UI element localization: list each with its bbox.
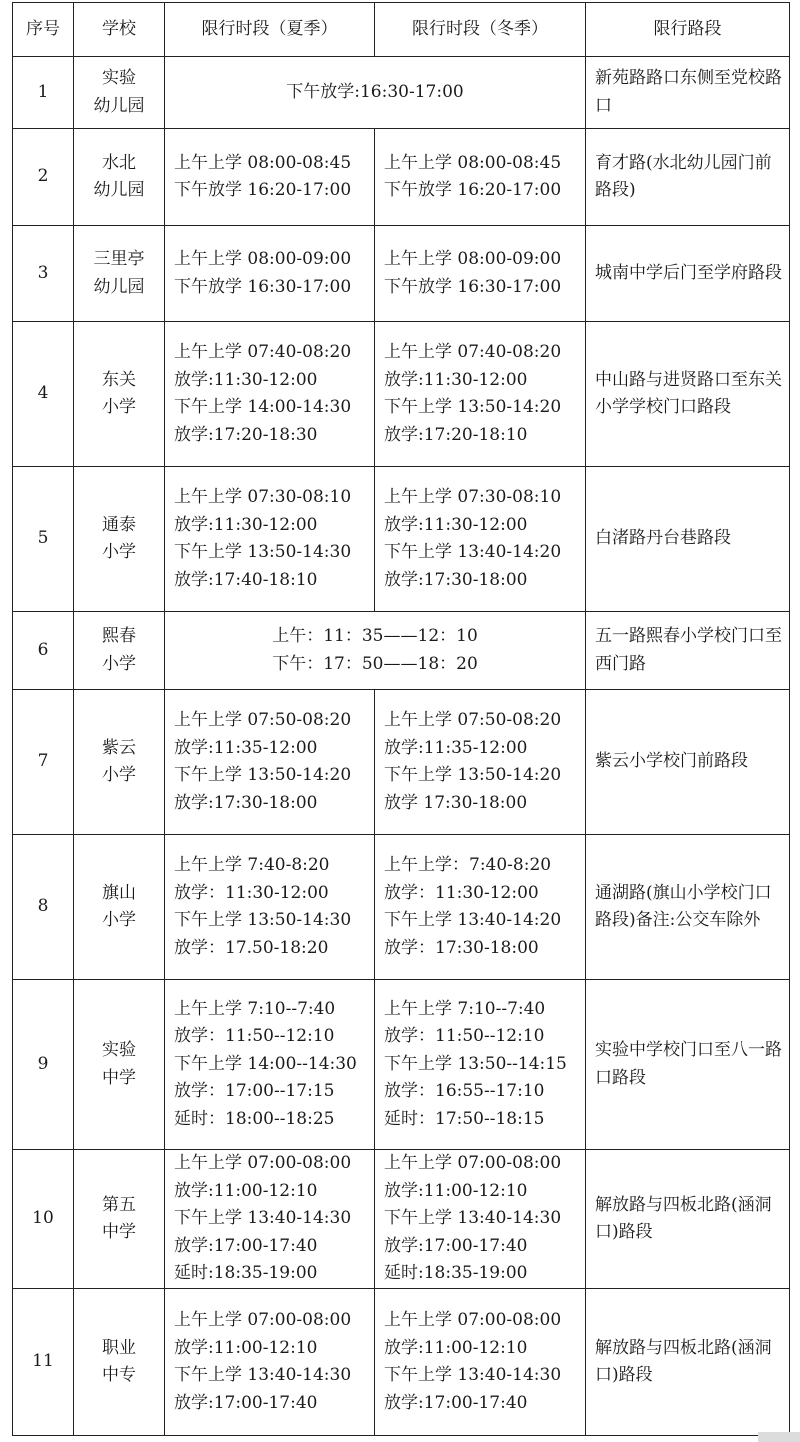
winter-time-line: 下午上学 13:40-14:30 — [384, 1365, 562, 1385]
merged-time — [165, 57, 586, 129]
restricted-road: 通湖路(旗山小学校门口路段)备注:公交车除外 — [586, 835, 790, 980]
summer-time-line: 下午上学 13:50-14:30 — [174, 910, 352, 930]
header-school: 学校 — [74, 3, 165, 57]
summer-time-line: 放学:11:30-12:00 — [174, 369, 318, 390]
summer-time-line: 放学:11:35-12:00 — [174, 737, 318, 758]
restricted-road: 城南中学后门至学府路段 — [586, 226, 790, 322]
winter-time-line: 放学：17:30-18:00 — [384, 937, 539, 958]
winter-time — [375, 835, 586, 980]
summer-time-line: 下午上学 14:00--14:30 — [174, 1053, 357, 1074]
school-name-line: 第五 — [102, 1194, 136, 1215]
summer-time-line: 放学:17:00-17:40 — [174, 1235, 318, 1256]
row-number: 5 — [13, 467, 74, 612]
winter-time — [375, 690, 586, 835]
restricted-road: 解放路与四板北路(涵洞口)路段 — [586, 1289, 790, 1436]
summer-time-line: 上午上学 07:00-08:00 — [174, 1153, 352, 1174]
school-name-line: 幼儿园 — [93, 95, 145, 116]
winter-time-line: 下午上学 13:50-14:20 — [384, 765, 562, 785]
summer-time — [165, 1150, 375, 1289]
winter-time-line: 上午上学 07:30-08:10 — [384, 487, 562, 507]
summer-time-line: 上午上学 08:00-09:00 — [174, 249, 352, 269]
winter-time-line: 放学:11:30-12:00 — [384, 514, 528, 535]
header-seq: 序号 — [13, 3, 74, 57]
summer-time — [165, 1289, 375, 1436]
winter-time-line: 上午上学 07:00-08:00 — [384, 1310, 562, 1330]
table-row — [13, 835, 790, 980]
summer-time-line: 上午上学 7:10--7:40 — [174, 998, 336, 1019]
table-row — [13, 612, 790, 690]
row-number: 2 — [13, 129, 74, 226]
summer-time-line: 延时：18:00--18:25 — [174, 1108, 335, 1129]
summer-time — [165, 467, 375, 612]
school-name — [74, 226, 165, 322]
winter-time-line: 上午上学 07:00-08:00 — [384, 1153, 562, 1174]
winter-time-line: 上午上学：7:40-8:20 — [384, 855, 552, 875]
winter-time-line: 放学:11:00-12:10 — [384, 1337, 528, 1358]
restricted-road: 实验中学校门口至八一路口路段 — [586, 980, 790, 1150]
table-row — [13, 129, 790, 226]
summer-time-line: 放学:17:00-17:40 — [174, 1392, 318, 1413]
summer-time-line: 上午上学 07:50-08:20 — [174, 710, 352, 730]
school-name — [74, 1150, 165, 1289]
table-row — [13, 57, 790, 129]
school-name-line: 职业 — [102, 1337, 136, 1358]
summer-time-line: 放学：17.50-18:20 — [174, 937, 329, 958]
winter-time — [375, 226, 586, 322]
school-name-line: 幼儿园 — [93, 180, 145, 200]
row-number: 3 — [13, 226, 74, 322]
school-name — [74, 1289, 165, 1436]
row-number: 8 — [13, 835, 74, 980]
school-name-line: 实验 — [102, 1040, 136, 1060]
summer-time — [165, 690, 375, 835]
winter-time-line: 上午上学 08:00-08:45 — [384, 152, 562, 173]
winter-time-line: 下午上学 13:40-14:20 — [384, 910, 562, 930]
winter-time-line: 下午放学 16:20-17:00 — [384, 180, 562, 200]
restricted-road: 白渚路丹台巷路段 — [586, 467, 790, 612]
school-name — [74, 57, 165, 129]
school-name-line: 熙春 — [102, 626, 136, 646]
summer-time-line: 下午上学 14:00-14:30 — [174, 397, 352, 417]
summer-time-line: 下午上学 13:50-14:30 — [174, 542, 352, 562]
winter-time-line: 下午放学 16:30-17:00 — [384, 276, 562, 297]
row-number: 9 — [13, 980, 74, 1150]
table-row — [13, 322, 790, 467]
merged-time — [165, 612, 586, 690]
winter-time — [375, 1289, 586, 1436]
winter-time-line: 放学:11:30-12:00 — [384, 369, 528, 390]
summer-time-line: 放学:17:40-18:10 — [174, 569, 318, 590]
corner-mark — [758, 1432, 800, 1442]
summer-time — [165, 129, 375, 226]
school-name — [74, 322, 165, 467]
header-winter: 限行时段（冬季） — [375, 3, 586, 57]
summer-time-line: 放学:11:00-12:10 — [174, 1180, 318, 1201]
winter-time — [375, 467, 586, 612]
winter-time — [375, 980, 586, 1150]
merged-time-line: 下午：17：50——18：20 — [272, 653, 478, 674]
restricted-road: 紫云小学校门前路段 — [586, 690, 790, 835]
winter-time-line: 放学:17:00-17:40 — [384, 1392, 528, 1413]
summer-time-line: 放学：17:00--17:15 — [174, 1081, 335, 1102]
school-name — [74, 129, 165, 226]
winter-time — [375, 129, 586, 226]
winter-time-line: 放学:11:00-12:10 — [384, 1180, 528, 1201]
restricted-road: 五一路熙春小学校门口至西门路 — [586, 612, 790, 690]
summer-time-line: 放学:17:20-18:30 — [174, 424, 318, 445]
row-number: 6 — [13, 612, 74, 690]
winter-time — [375, 1150, 586, 1289]
winter-time-line: 上午上学 7:10--7:40 — [384, 998, 546, 1019]
school-name-line: 小学 — [102, 653, 136, 674]
restricted-road: 中山路与进贤路口至东关小学学校门口路段 — [586, 322, 790, 467]
summer-time-line: 放学：11:50--12:10 — [174, 1026, 335, 1047]
winter-time-line: 放学：16:55--17:10 — [384, 1081, 545, 1102]
summer-time-line: 下午上学 13:40-14:30 — [174, 1208, 352, 1229]
summer-time-line: 上午上学 7:40-8:20 — [174, 855, 330, 875]
summer-time-line: 上午上学 08:00-08:45 — [174, 152, 352, 173]
merged-time-line: 下午放学:16:30-17:00 — [286, 81, 464, 102]
row-number: 7 — [13, 690, 74, 835]
school-name-line: 中学 — [102, 1222, 136, 1242]
table-row — [13, 690, 790, 835]
summer-time-line: 放学:17:30-18:00 — [174, 792, 318, 813]
summer-time-line: 放学:11:00-12:10 — [174, 1337, 318, 1358]
row-number: 4 — [13, 322, 74, 467]
winter-time-line: 放学:17:30-18:00 — [384, 569, 528, 590]
table-row — [13, 1289, 790, 1436]
winter-time-line: 放学 17:30-18:00 — [384, 792, 528, 813]
winter-time-line: 下午上学 13:50--14:15 — [384, 1053, 567, 1074]
winter-time — [375, 322, 586, 467]
winter-time-line: 上午上学 07:40-08:20 — [384, 342, 562, 362]
winter-time-line: 上午上学 07:50-08:20 — [384, 710, 562, 730]
summer-time — [165, 980, 375, 1150]
summer-time — [165, 322, 375, 467]
winter-time-line: 放学：11:30-12:00 — [384, 882, 539, 903]
restricted-road: 育才路(水北幼儿园门前路段) — [586, 129, 790, 226]
school-name-line: 小学 — [102, 542, 136, 562]
winter-time-line: 放学：11:50--12:10 — [384, 1026, 545, 1047]
restricted-road: 新苑路路口东侧至党校路口 — [586, 57, 790, 129]
school-name-line: 小学 — [102, 397, 136, 417]
summer-time-line: 上午上学 07:30-08:10 — [174, 487, 352, 507]
school-name-line: 幼儿园 — [93, 276, 145, 297]
header-row — [13, 3, 790, 57]
school-name-line: 中学 — [102, 1067, 136, 1088]
winter-time-line: 下午上学 13:40-14:20 — [384, 542, 562, 562]
row-number: 10 — [13, 1150, 74, 1289]
winter-time-line: 放学:17:00-17:40 — [384, 1235, 528, 1256]
summer-time-line: 上午上学 07:40-08:20 — [174, 342, 352, 362]
school-name-line: 实验 — [102, 68, 136, 88]
table-row — [13, 980, 790, 1150]
school-name-line: 小学 — [102, 910, 136, 930]
winter-time-line: 下午上学 13:40-14:30 — [384, 1208, 562, 1229]
school-name-line: 三里亭 — [93, 249, 145, 269]
restriction-table — [12, 2, 790, 1436]
summer-time-line: 下午放学 16:20-17:00 — [174, 180, 352, 200]
restricted-road: 解放路与四板北路(涵洞口)路段 — [586, 1150, 790, 1289]
school-name-line: 水北 — [102, 152, 136, 173]
merged-time-line: 上午：11：35——12：10 — [272, 626, 478, 646]
summer-time — [165, 226, 375, 322]
school-name-line: 小学 — [102, 765, 136, 785]
school-name-line: 旗山 — [102, 882, 136, 903]
table-row — [13, 1150, 790, 1289]
header-summer: 限行时段（夏季） — [165, 3, 375, 57]
table-row — [13, 467, 790, 612]
school-name-line: 紫云 — [102, 737, 136, 758]
school-name — [74, 612, 165, 690]
summer-time-line: 延时:18:35-19:00 — [174, 1263, 318, 1284]
summer-time-line: 下午上学 13:50-14:20 — [174, 765, 352, 785]
winter-time-line: 下午上学 13:50-14:20 — [384, 397, 562, 417]
school-name — [74, 835, 165, 980]
school-name-line: 中专 — [102, 1365, 136, 1385]
header-road: 限行路段 — [586, 3, 790, 57]
summer-time-line: 放学：11:30-12:00 — [174, 882, 329, 903]
summer-time — [165, 835, 375, 980]
summer-time-line: 放学:11:30-12:00 — [174, 514, 318, 535]
table-body — [13, 57, 790, 1436]
summer-time-line: 下午上学 13:40-14:30 — [174, 1365, 352, 1385]
winter-time-line: 延时：17:50--18:15 — [384, 1108, 545, 1129]
school-name-line: 东关 — [102, 369, 136, 390]
school-name — [74, 467, 165, 612]
school-name — [74, 980, 165, 1150]
summer-time-line: 上午上学 07:00-08:00 — [174, 1310, 352, 1330]
winter-time-line: 放学:11:35-12:00 — [384, 737, 528, 758]
summer-time-line: 下午放学 16:30-17:00 — [174, 276, 352, 297]
row-number: 1 — [13, 57, 74, 129]
winter-time-line: 放学:17:20-18:10 — [384, 424, 528, 445]
winter-time-line: 延时:18:35-19:00 — [384, 1263, 528, 1284]
winter-time-line: 上午上学 08:00-09:00 — [384, 249, 562, 269]
school-name — [74, 690, 165, 835]
row-number: 11 — [13, 1289, 74, 1436]
table-row — [13, 226, 790, 322]
school-name-line: 通泰 — [102, 514, 136, 535]
